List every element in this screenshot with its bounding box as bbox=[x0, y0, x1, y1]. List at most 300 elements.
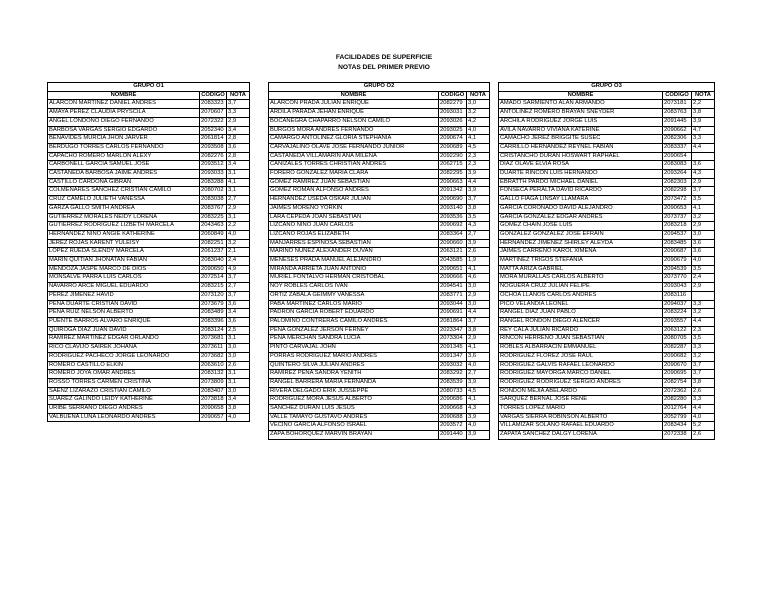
student-grade: 1,9 bbox=[467, 257, 490, 266]
table-row bbox=[269, 317, 490, 326]
student-grade: 2,3 bbox=[467, 152, 490, 161]
student-name: PINTO CARVAJAL JOHN bbox=[269, 344, 439, 353]
student-name: BURGOS MORA ANDRES FERNANDO bbox=[269, 126, 439, 135]
group-title: GRUPO O1 bbox=[48, 83, 250, 92]
table-row bbox=[269, 161, 490, 170]
table-row bbox=[48, 274, 250, 283]
student-code: 2090674 bbox=[439, 135, 467, 144]
student-grade: 3,1 bbox=[227, 187, 250, 196]
table-row bbox=[48, 300, 250, 309]
student-grade: 2,1 bbox=[227, 248, 250, 257]
student-grade: 3,3 bbox=[692, 344, 715, 353]
student-name: PUENTE BARROS ALVARO ENRIQUE bbox=[48, 317, 200, 326]
table-row bbox=[269, 230, 490, 239]
student-grade: 3,1 bbox=[227, 378, 250, 387]
student-name: HERNANDEZ NIÑO ANGIE KATHERINE bbox=[48, 230, 200, 239]
student-code: 2090662 bbox=[663, 126, 692, 135]
table-row bbox=[48, 196, 250, 205]
student-code: 2083116 bbox=[663, 291, 692, 300]
table-row bbox=[269, 239, 490, 248]
student-name: VALLE TAMAYO GUSTAVO ANDRES bbox=[269, 413, 439, 422]
student-code: 2090654 bbox=[663, 152, 692, 161]
student-name: ROBLES ALBARRACIN EMMANUEL bbox=[499, 344, 663, 353]
student-code: 2090657 bbox=[200, 413, 227, 422]
table-row bbox=[269, 378, 490, 387]
group-title: GRUPO O3 bbox=[499, 83, 715, 92]
student-grade: 3,6 bbox=[227, 300, 250, 309]
student-name: PEÑA RUIZ NELSON ALBERTO bbox=[48, 309, 200, 318]
student-name: CAPACHO ROMERO MARLON ALEXY bbox=[48, 152, 200, 161]
student-grade: 4,4 bbox=[467, 178, 490, 187]
table-row bbox=[48, 326, 250, 335]
student-grade: 4,3 bbox=[467, 222, 490, 231]
student-name: PADRON GARCIA ROBERT EDUARDO bbox=[269, 309, 439, 318]
table-row bbox=[499, 126, 715, 135]
table-row bbox=[269, 222, 490, 231]
student-name: PEÑA DUARTE CRISTIAN DAVID bbox=[48, 300, 200, 309]
student-grade: 3,1 bbox=[227, 213, 250, 222]
student-name: RANGEL DIAZ JUAN PABLO bbox=[499, 309, 663, 318]
student-grade: 4,3 bbox=[467, 405, 490, 414]
student-code: 2082306 bbox=[663, 135, 692, 144]
student-name: RODRIGUEZ GALVIS RAFAEL LEONARDO bbox=[499, 361, 663, 370]
student-grade: 2,3 bbox=[467, 161, 490, 170]
student-grade: 4,6 bbox=[467, 274, 490, 283]
table-row bbox=[48, 283, 250, 292]
student-code: 2083407 bbox=[200, 387, 227, 396]
table-row bbox=[499, 239, 715, 248]
student-name: VARGAS SIERRA ROBINSON ALBERTO bbox=[499, 413, 663, 422]
student-grade: 3,6 bbox=[227, 317, 250, 326]
table-row bbox=[269, 326, 490, 335]
student-grade: 3,3 bbox=[692, 396, 715, 405]
student-code: 2082251 bbox=[200, 239, 227, 248]
student-code: 2052340 bbox=[200, 126, 227, 135]
table-row bbox=[499, 161, 715, 170]
table-row bbox=[499, 396, 715, 405]
student-name: TORRES LOPEZ MARIO bbox=[499, 405, 663, 414]
student-grade: 4,1 bbox=[467, 396, 490, 405]
student-code: 2061814 bbox=[200, 135, 227, 144]
student-grade: 2,6 bbox=[692, 431, 715, 440]
student-grade: 4,4 bbox=[692, 143, 715, 152]
student-code: 2073120 bbox=[200, 291, 227, 300]
student-name: RODRIGUEZ RODRIGUEZ SERGIO ANDRES bbox=[499, 378, 663, 387]
student-code: 2090670 bbox=[663, 361, 692, 370]
column-header-nombre: NOMBRE bbox=[48, 91, 200, 100]
table-row bbox=[499, 213, 715, 222]
student-name: ROSSO TORRES CARMEN CRISTINA bbox=[48, 378, 200, 387]
student-code: 2083767 bbox=[200, 204, 227, 213]
group-header-row bbox=[269, 83, 490, 92]
student-grade: 3,5 bbox=[467, 213, 490, 222]
student-grade: 4,4 bbox=[692, 405, 715, 414]
student-name: BERDUGO TORRES CARLOS FERNANDO bbox=[48, 143, 200, 152]
table-row bbox=[269, 370, 490, 379]
student-name: BARBOSA VARGAS SERGIO EDGARDO bbox=[48, 126, 200, 135]
table-row bbox=[499, 248, 715, 257]
student-name: PEÑA MERCHAN SANDRA LUCIA bbox=[269, 335, 439, 344]
student-name: REY CALA JULIAN RICARDO bbox=[499, 326, 663, 335]
student-grade: 3,2 bbox=[227, 239, 250, 248]
student-grade: 2,9 bbox=[467, 291, 490, 300]
table-row bbox=[48, 109, 250, 118]
student-code: 2073682 bbox=[200, 352, 227, 361]
student-grade: 3,6 bbox=[692, 161, 715, 170]
table-row bbox=[499, 100, 715, 109]
student-grade: 3,1 bbox=[227, 170, 250, 179]
table-row bbox=[499, 196, 715, 205]
table-row bbox=[48, 204, 250, 213]
student-grade: 2,5 bbox=[227, 326, 250, 335]
student-name: GARZA GALLO SMITH ANDREA bbox=[48, 204, 200, 213]
student-name: VECINO GARCIA ALFONSO ISRAEL bbox=[269, 422, 439, 431]
student-name: SANCHEZ DURAN LUIS JESUS bbox=[269, 405, 439, 414]
student-code: 2073737 bbox=[663, 213, 692, 222]
table-row bbox=[269, 196, 490, 205]
student-grade: 2,4 bbox=[692, 274, 715, 283]
group-o1-table bbox=[47, 82, 250, 422]
table-row bbox=[499, 178, 715, 187]
student-code: 2023347 bbox=[439, 326, 467, 335]
student-name: RIVERA DELGADO ERIK JUSSEPPE bbox=[269, 387, 439, 396]
student-code: 2073472 bbox=[663, 196, 692, 205]
student-grade: 3,6 bbox=[227, 143, 250, 152]
student-name: DUARTE RINCON LUIS HERNANDO bbox=[499, 170, 663, 179]
table-row bbox=[499, 265, 715, 274]
student-code: 2093508 bbox=[200, 143, 227, 152]
student-code: 2061237 bbox=[200, 248, 227, 257]
student-code: 2052799 bbox=[663, 413, 692, 422]
student-name: QUIROGA DIAZ JUAN DAVID bbox=[48, 326, 200, 335]
student-code: 2043585 bbox=[439, 257, 467, 266]
student-name: CARBONELL GARCIA SAMUEL JOSE bbox=[48, 161, 200, 170]
table-row bbox=[48, 291, 250, 300]
student-name: CAÑIZALES TORRES CHRISTIAN ANDRES bbox=[269, 161, 439, 170]
column-header-nombre: NOMBRE bbox=[269, 91, 439, 100]
student-name: ANGEL LONDOÑO DIEGO FERNANDO bbox=[48, 117, 200, 126]
student-name: LIZCANO ROJAS ELIZABETH bbox=[269, 230, 439, 239]
student-grade: 3,5 bbox=[692, 265, 715, 274]
student-grade: 3,8 bbox=[692, 109, 715, 118]
student-grade: 2,9 bbox=[692, 283, 715, 292]
student-code: 2083434 bbox=[663, 422, 692, 431]
student-grade: 3,0 bbox=[692, 230, 715, 239]
student-grade: 4,2 bbox=[467, 117, 490, 126]
student-grade: 2,9 bbox=[692, 222, 715, 231]
table-row bbox=[499, 300, 715, 309]
student-code: 2093572 bbox=[439, 422, 467, 431]
student-code: 2083485 bbox=[663, 239, 692, 248]
table-row bbox=[48, 344, 250, 353]
student-code: 2073681 bbox=[200, 335, 227, 344]
table-row bbox=[499, 413, 715, 422]
student-code: 2083132 bbox=[200, 370, 227, 379]
table-row bbox=[499, 230, 715, 239]
student-name: MARIN QUITIAN JHONATAN FABIAN bbox=[48, 257, 200, 266]
student-code: 2073818 bbox=[200, 396, 227, 405]
student-grade: 3,9 bbox=[467, 431, 490, 440]
table-row bbox=[499, 344, 715, 353]
student-code: 2093043 bbox=[663, 283, 692, 292]
student-name: PICO VELANDIA LEONEL bbox=[499, 300, 663, 309]
student-name: FORERO GONZALEZ MARIA CLARA bbox=[269, 170, 439, 179]
table-row bbox=[48, 117, 250, 126]
column-header-codigo: CODIGO bbox=[200, 91, 227, 100]
student-name: RINCON HERREÑO JUAN SEBASTIAN bbox=[499, 335, 663, 344]
student-code: 2083225 bbox=[200, 213, 227, 222]
table-row bbox=[269, 152, 490, 161]
student-grade: 3,5 bbox=[692, 196, 715, 205]
student-code: 2083083 bbox=[663, 161, 692, 170]
student-code: 2072322 bbox=[200, 117, 227, 126]
student-grade: 3,0 bbox=[467, 300, 490, 309]
student-grade: 2,2 bbox=[227, 222, 250, 231]
column-header-row bbox=[48, 91, 250, 100]
student-grade: 3,9 bbox=[467, 378, 490, 387]
student-code: 2083215 bbox=[200, 283, 227, 292]
table-row bbox=[48, 100, 250, 109]
student-name: RODRIGUEZ MAYORGA MARCO DANIEL bbox=[499, 370, 663, 379]
student-code: 2093031 bbox=[439, 109, 467, 118]
table-row bbox=[48, 187, 250, 196]
student-name: RAMIREZ PEÑA SANDRA YENITH bbox=[269, 370, 439, 379]
student-name: NAVARRO ARCE MIGUEL EDUARDO bbox=[48, 283, 200, 292]
table-row bbox=[48, 413, 250, 422]
table-row bbox=[499, 204, 715, 213]
table-row bbox=[48, 387, 250, 396]
student-grade: 3,0 bbox=[227, 387, 250, 396]
student-grade: 2,7 bbox=[227, 283, 250, 292]
student-code: 2080733 bbox=[439, 387, 467, 396]
student-code: 2090691 bbox=[439, 309, 467, 318]
table-row bbox=[269, 257, 490, 266]
student-name: RODRIGUEZ PACHECO JORGE LEONARDO bbox=[48, 352, 200, 361]
student-code: 2090690 bbox=[439, 196, 467, 205]
table-row bbox=[48, 126, 250, 135]
student-name: RICO CLAVIJO SAIREK JOHANA bbox=[48, 344, 200, 353]
student-name: HERNANDEZ USEDA OSKAR JULIAN bbox=[269, 196, 439, 205]
table-row bbox=[269, 100, 490, 109]
student-code: 2082279 bbox=[439, 100, 467, 109]
student-code: 2062715 bbox=[439, 161, 467, 170]
table-row bbox=[48, 170, 250, 179]
student-code: 2073304 bbox=[439, 335, 467, 344]
student-grade: 3,7 bbox=[692, 361, 715, 370]
table-row bbox=[269, 422, 490, 431]
student-name: CRISTANCHO DURAN HOSWART RAPHAEL bbox=[499, 152, 663, 161]
student-code: 2043463 bbox=[200, 222, 227, 231]
student-code: 2090660 bbox=[439, 239, 467, 248]
student-code: 2090663 bbox=[439, 178, 467, 187]
student-code: 2093512 bbox=[200, 161, 227, 170]
student-code: 2083337 bbox=[663, 143, 692, 152]
student-grade: 3,7 bbox=[227, 291, 250, 300]
student-grade: 2,4 bbox=[227, 257, 250, 266]
table-row bbox=[48, 257, 250, 266]
student-grade: 3,9 bbox=[467, 187, 490, 196]
table-row bbox=[48, 135, 250, 144]
student-grade: 4,0 bbox=[227, 413, 250, 422]
student-name: PEÑA GONZALEZ JERSON FERNEY bbox=[269, 326, 439, 335]
student-code: 2083124 bbox=[200, 326, 227, 335]
student-grade: 4,5 bbox=[467, 387, 490, 396]
student-name: SAENZ LIZARAZO CRISTIAN CAMILO bbox=[48, 387, 200, 396]
table-row bbox=[269, 213, 490, 222]
table-row bbox=[499, 361, 715, 370]
student-name: GOMEZ ROMAN ALFONSO ANDRES bbox=[269, 187, 439, 196]
student-code: 2073770 bbox=[663, 274, 692, 283]
student-grade: 2,6 bbox=[692, 387, 715, 396]
group-header-row bbox=[499, 83, 715, 92]
student-code: 2093025 bbox=[439, 126, 467, 135]
student-code: 2070607 bbox=[200, 109, 227, 118]
table-row bbox=[269, 265, 490, 274]
group-header-row bbox=[48, 83, 250, 92]
student-code: 2083771 bbox=[439, 291, 467, 300]
student-grade: 2,9 bbox=[227, 117, 250, 126]
student-code: 2090650 bbox=[200, 265, 227, 274]
student-name: PALOMINO CONTRERAS CAMILO ANDRES bbox=[269, 317, 439, 326]
student-grade: 4,7 bbox=[692, 126, 715, 135]
table-row bbox=[499, 335, 715, 344]
table-row bbox=[499, 352, 715, 361]
student-name: CASTAÑEDA VILLAMARIN ANA MILENA bbox=[269, 152, 439, 161]
table-row bbox=[499, 117, 715, 126]
table-row bbox=[48, 361, 250, 370]
student-name: RANGEL BARRERA MARIA FERNANDA bbox=[269, 378, 439, 387]
student-name: PEREZ JIMENEZ HAVID bbox=[48, 291, 200, 300]
student-code: 2090695 bbox=[663, 370, 692, 379]
student-name: MONSALVE PARRA LUIS CARLOS bbox=[48, 274, 200, 283]
student-name: EBRATTH PARDO MICHAEL DANIEL bbox=[499, 178, 663, 187]
student-code: 2073809 bbox=[200, 378, 227, 387]
student-code: 2063610 bbox=[200, 361, 227, 370]
student-name: MENDOZA JASPE MARCO DE DIOS bbox=[48, 265, 200, 274]
table-row bbox=[269, 344, 490, 353]
student-code: 2063122 bbox=[663, 326, 692, 335]
student-code: 2093033 bbox=[200, 170, 227, 179]
table-row bbox=[269, 431, 490, 440]
column-header-row bbox=[269, 91, 490, 100]
student-grade: 2,8 bbox=[227, 152, 250, 161]
table-row bbox=[499, 135, 715, 144]
student-grade: 2,3 bbox=[692, 326, 715, 335]
student-grade: 2,9 bbox=[467, 335, 490, 344]
student-grade: 2,6 bbox=[467, 248, 490, 257]
student-grade: 4,4 bbox=[467, 309, 490, 318]
student-name: GUTIERREZ RODRIGUEZ LIZBETH MARCELA bbox=[48, 222, 200, 231]
student-grade: 4,9 bbox=[227, 265, 250, 274]
student-grade: 3,2 bbox=[692, 213, 715, 222]
student-name: AVILA NAVARRO VIVIANA KATERINE bbox=[499, 126, 663, 135]
student-grade: 2,7 bbox=[467, 230, 490, 239]
student-code: 2090653 bbox=[663, 204, 692, 213]
table-row bbox=[499, 143, 715, 152]
student-code: 2091440 bbox=[439, 431, 467, 440]
table-row bbox=[499, 370, 715, 379]
student-grade: 2,9 bbox=[227, 204, 250, 213]
student-code: 2083489 bbox=[200, 309, 227, 318]
student-code: 2083323 bbox=[200, 100, 227, 109]
student-code: 2090682 bbox=[663, 352, 692, 361]
student-code: 2090688 bbox=[439, 413, 467, 422]
table-row bbox=[269, 204, 490, 213]
student-code: 2093044 bbox=[439, 300, 467, 309]
student-grade: 3,7 bbox=[692, 370, 715, 379]
student-grade: 3,3 bbox=[692, 135, 715, 144]
student-name: LIZCANO NIÑO JUAN CARLOS bbox=[269, 222, 439, 231]
student-grade: 3,0 bbox=[227, 344, 250, 353]
student-grade: 2,7 bbox=[227, 196, 250, 205]
student-grade: 3,2 bbox=[467, 109, 490, 118]
student-grade: 4,0 bbox=[692, 413, 715, 422]
student-code: 2082298 bbox=[663, 187, 692, 196]
student-code: 2080702 bbox=[200, 187, 227, 196]
student-name: CAMACHO JEREZ BRIGGITE SUSEC bbox=[499, 135, 663, 144]
student-name: ANTOLINEZ ROMERO BRAYAN SNEYDER bbox=[499, 109, 663, 118]
student-grade: 4,0 bbox=[227, 230, 250, 239]
student-code: 2081864 bbox=[439, 317, 467, 326]
student-grade: 3,6 bbox=[467, 352, 490, 361]
student-code: 2082303 bbox=[663, 178, 692, 187]
student-grade: 3,9 bbox=[467, 413, 490, 422]
student-code: 2093557 bbox=[663, 317, 692, 326]
student-name: CARRILLO HERNANDEZ REYNEL FABIAN bbox=[499, 143, 663, 152]
table-row bbox=[48, 378, 250, 387]
table-row bbox=[48, 317, 250, 326]
table-row bbox=[499, 431, 715, 440]
table-row bbox=[269, 135, 490, 144]
table-row bbox=[48, 352, 250, 361]
student-name: CASTANEDA BARBOSA JAIME ANDRES bbox=[48, 170, 200, 179]
student-name: RONDON MEJIA ABELARDO bbox=[499, 387, 663, 396]
student-grade: 3,4 bbox=[227, 161, 250, 170]
table-row bbox=[269, 309, 490, 318]
student-name: ARCHILA RODRIGUEZ JORGE LUIS bbox=[499, 117, 663, 126]
student-name: JEREZ ROJAS KARENT YULEISY bbox=[48, 239, 200, 248]
student-code: 2090668 bbox=[439, 405, 467, 414]
student-code: 2083396 bbox=[200, 317, 227, 326]
student-code: 2091345 bbox=[439, 344, 467, 353]
student-grade: 4,3 bbox=[692, 170, 715, 179]
table-row bbox=[499, 326, 715, 335]
student-grade: 3,7 bbox=[227, 274, 250, 283]
student-name: MANJARRES ESPINOSA SEBASTIAN bbox=[269, 239, 439, 248]
student-grade: 3,6 bbox=[692, 239, 715, 248]
student-code: 2090692 bbox=[439, 222, 467, 231]
table-row bbox=[499, 387, 715, 396]
student-name: ZAPATA SANCHEZ DALGY LORENA bbox=[499, 431, 663, 440]
table-row bbox=[499, 257, 715, 266]
table-row bbox=[269, 291, 490, 300]
table-row bbox=[269, 143, 490, 152]
document-subtitle: NOTAS DEL PRIMER PREVIO bbox=[338, 64, 430, 71]
table-row bbox=[499, 309, 715, 318]
student-code: 2094539 bbox=[663, 265, 692, 274]
student-code: 2093140 bbox=[439, 204, 467, 213]
student-name: RODRIGUEZ FLOREZ JOSE RAUL bbox=[499, 352, 663, 361]
student-grade: 3,0 bbox=[467, 100, 490, 109]
student-grade: 5,2 bbox=[692, 422, 715, 431]
student-code: 2093032 bbox=[439, 361, 467, 370]
column-header-nota: NOTA bbox=[227, 91, 250, 100]
table-row bbox=[48, 248, 250, 257]
student-name: MURIEL FONTALVO HERMAN CRISTOBAL bbox=[269, 274, 439, 283]
column-header-codigo: CODIGO bbox=[663, 91, 692, 100]
table-row bbox=[499, 283, 715, 292]
table-row bbox=[269, 248, 490, 257]
